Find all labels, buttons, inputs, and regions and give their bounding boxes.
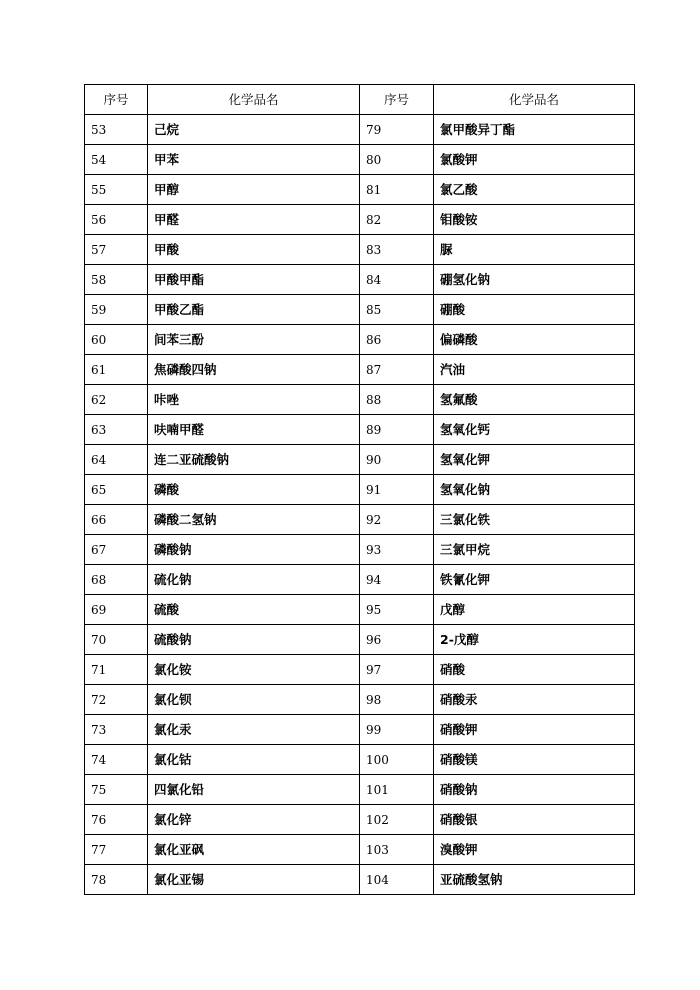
serial-cell-left: 67: [85, 535, 148, 565]
table-row: [85, 865, 635, 895]
chemical-name-cell-right: 氢氧化钙: [434, 415, 635, 445]
table-row: [85, 235, 635, 265]
serial-cell-left: 58: [85, 265, 148, 295]
serial-cell-right: 93: [360, 535, 434, 565]
table-row: [85, 355, 635, 385]
chemical-name-cell-right: 氯酸钾: [434, 145, 635, 175]
chemical-name-cell-right: 硝酸汞: [434, 685, 635, 715]
serial-cell-left: 75: [85, 775, 148, 805]
table-row: [85, 565, 635, 595]
serial-cell-right: 102: [360, 805, 434, 835]
chemical-name-cell-right: 硼酸: [434, 295, 635, 325]
serial-cell-right: 103: [360, 835, 434, 865]
chemical-name-cell-left: 氯化铵: [148, 655, 360, 685]
serial-cell-right: 83: [360, 235, 434, 265]
chemical-name-cell-left: 磷酸: [148, 475, 360, 505]
serial-cell-left: 78: [85, 865, 148, 895]
chemical-name-cell-left: 硫化钠: [148, 565, 360, 595]
serial-cell-right: 98: [360, 685, 434, 715]
chemical-name-cell-right: 脲: [434, 235, 635, 265]
serial-cell-right: 100: [360, 745, 434, 775]
table-row: [85, 415, 635, 445]
serial-cell-left: 65: [85, 475, 148, 505]
chemical-name-cell-right: 氯乙酸: [434, 175, 635, 205]
chemical-name-cell-left: 四氯化铅: [148, 775, 360, 805]
chemical-name-cell-left: 连二亚硫酸钠: [148, 445, 360, 475]
chemical-list-table: [84, 84, 635, 895]
serial-cell-right: 91: [360, 475, 434, 505]
chemical-name-cell-right: 偏磷酸: [434, 325, 635, 355]
serial-cell-left: 72: [85, 685, 148, 715]
serial-cell-right: 99: [360, 715, 434, 745]
table-row: [85, 145, 635, 175]
chemical-name-cell-left: 间苯三酚: [148, 325, 360, 355]
serial-cell-left: 77: [85, 835, 148, 865]
chemical-name-cell-left: 咔唑: [148, 385, 360, 415]
chemical-name-cell-left: 氯化汞: [148, 715, 360, 745]
table-row: [85, 385, 635, 415]
serial-cell-left: 64: [85, 445, 148, 475]
serial-cell-left: 54: [85, 145, 148, 175]
serial-cell-right: 92: [360, 505, 434, 535]
serial-cell-left: 56: [85, 205, 148, 235]
chemical-name-cell-left: 焦磷酸四钠: [148, 355, 360, 385]
serial-cell-right: 81: [360, 175, 434, 205]
chemical-name-cell-left: 呋喃甲醛: [148, 415, 360, 445]
chemical-name-cell-right: 硝酸钾: [434, 715, 635, 745]
table-row: [85, 475, 635, 505]
serial-cell-right: 96: [360, 625, 434, 655]
table-row: [85, 535, 635, 565]
table-row: [85, 745, 635, 775]
chemical-name-cell-left: 磷酸二氢钠: [148, 505, 360, 535]
table-header: [85, 85, 635, 115]
chemical-name-cell-right: 铁氰化钾: [434, 565, 635, 595]
table-row: [85, 625, 635, 655]
chemical-name-cell-right: 硝酸镁: [434, 745, 635, 775]
serial-cell-left: 61: [85, 355, 148, 385]
serial-cell-left: 62: [85, 385, 148, 415]
serial-cell-right: 89: [360, 415, 434, 445]
chemical-name-cell-right: 溴酸钾: [434, 835, 635, 865]
serial-cell-left: 70: [85, 625, 148, 655]
serial-cell-right: 79: [360, 115, 434, 145]
serial-cell-left: 63: [85, 415, 148, 445]
chemical-name-cell-left: 氯化钴: [148, 745, 360, 775]
table-row: [85, 205, 635, 235]
header-serial-right: 序号: [360, 85, 434, 115]
serial-cell-right: 95: [360, 595, 434, 625]
chemical-name-cell-right: 硝酸银: [434, 805, 635, 835]
serial-cell-right: 97: [360, 655, 434, 685]
chemical-name-cell-left: 氯化钡: [148, 685, 360, 715]
chemical-name-cell-right: 硝酸钠: [434, 775, 635, 805]
chemical-name-cell-right: 硝酸: [434, 655, 635, 685]
chemical-name-cell-left: 甲醇: [148, 175, 360, 205]
chemical-name-cell-right: 氢氧化钠: [434, 475, 635, 505]
chemical-name-cell-left: 氯化亚砜: [148, 835, 360, 865]
serial-cell-right: 88: [360, 385, 434, 415]
table-row: [85, 835, 635, 865]
serial-cell-right: 86: [360, 325, 434, 355]
chemical-name-cell-right: 2-戊醇: [434, 625, 635, 655]
serial-cell-right: 104: [360, 865, 434, 895]
table-row: [85, 805, 635, 835]
chemical-name-cell-left: 甲醛: [148, 205, 360, 235]
chemical-name-cell-right: 戊醇: [434, 595, 635, 625]
chemical-name-cell-left: 硫酸: [148, 595, 360, 625]
chemical-name-cell-left: 磷酸钠: [148, 535, 360, 565]
chemical-name-cell-right: 三氯化铁: [434, 505, 635, 535]
chemical-name-cell-left: 氯化锌: [148, 805, 360, 835]
chemical-name-cell-left: 硫酸钠: [148, 625, 360, 655]
chemical-name-cell-right: 氢氟酸: [434, 385, 635, 415]
header-chemical-name-left: 化学品名: [148, 85, 360, 115]
serial-cell-left: 59: [85, 295, 148, 325]
table-row: [85, 685, 635, 715]
header-chemical-name-right: 化学品名: [434, 85, 635, 115]
serial-cell-right: 85: [360, 295, 434, 325]
header-serial-left: 序号: [85, 85, 148, 115]
table-row: [85, 265, 635, 295]
chemical-name-cell-right: 汽油: [434, 355, 635, 385]
serial-cell-right: 87: [360, 355, 434, 385]
chemical-name-cell-left: 甲酸甲酯: [148, 265, 360, 295]
serial-cell-left: 66: [85, 505, 148, 535]
chemical-name-cell-right: 钼酸铵: [434, 205, 635, 235]
serial-cell-left: 76: [85, 805, 148, 835]
serial-cell-left: 53: [85, 115, 148, 145]
chemical-name-cell-left: 甲酸乙酯: [148, 295, 360, 325]
table-row: [85, 505, 635, 535]
serial-cell-right: 94: [360, 565, 434, 595]
serial-cell-right: 101: [360, 775, 434, 805]
serial-cell-left: 74: [85, 745, 148, 775]
table-row: [85, 445, 635, 475]
table-row: [85, 715, 635, 745]
table-row: [85, 775, 635, 805]
chemical-name-cell-right: 三氯甲烷: [434, 535, 635, 565]
serial-cell-left: 60: [85, 325, 148, 355]
table-row: [85, 595, 635, 625]
table-body: [85, 115, 635, 895]
chemical-name-cell-right: 氢氧化钾: [434, 445, 635, 475]
table-row: [85, 325, 635, 355]
table-row: [85, 295, 635, 325]
chemical-name-cell-left: 甲酸: [148, 235, 360, 265]
serial-cell-right: 80: [360, 145, 434, 175]
header-row: [85, 85, 635, 115]
serial-cell-right: 84: [360, 265, 434, 295]
serial-cell-left: 71: [85, 655, 148, 685]
chemical-name-cell-left: 己烷: [148, 115, 360, 145]
chemical-name-cell-left: 氯化亚锡: [148, 865, 360, 895]
table-row: [85, 175, 635, 205]
chemical-name-cell-right: 亚硫酸氢钠: [434, 865, 635, 895]
chemical-name-cell-right: 硼氢化钠: [434, 265, 635, 295]
serial-cell-left: 57: [85, 235, 148, 265]
table-row: [85, 655, 635, 685]
serial-cell-right: 90: [360, 445, 434, 475]
chemical-name-cell-left: 甲苯: [148, 145, 360, 175]
serial-cell-left: 69: [85, 595, 148, 625]
serial-cell-left: 68: [85, 565, 148, 595]
serial-cell-left: 55: [85, 175, 148, 205]
serial-cell-right: 82: [360, 205, 434, 235]
serial-cell-left: 73: [85, 715, 148, 745]
table-row: [85, 115, 635, 145]
chemical-name-cell-right: 氯甲酸异丁酯: [434, 115, 635, 145]
